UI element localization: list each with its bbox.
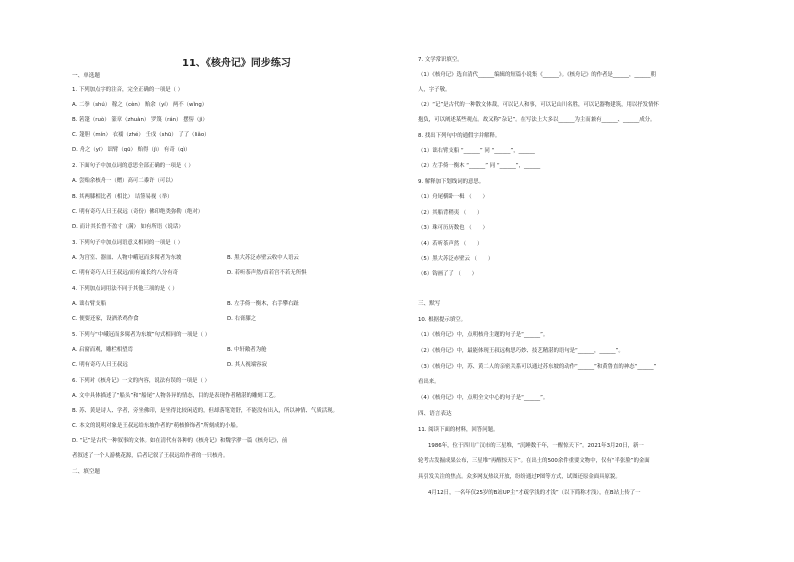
option: B. 箬篷（ruò） 篆章（zhuàn） 罗篾（rán） 摆髻（jì） xyxy=(72,117,208,123)
question: 7. 文学常识填空。 xyxy=(418,57,463,63)
question: 6. 下列对《核舟记》一文的内容，说法有误的一项是（ ） xyxy=(72,378,210,384)
question: 4. 下列加点词用法不同于其他三项的是（ ） xyxy=(72,286,178,292)
section-heading: 二、填空题 xyxy=(72,469,100,475)
question: 1. 下列加点字的注音，完全正确的一项是（ ） xyxy=(72,87,183,93)
passage-line: 轮考古发掘成果公布，三星堆“再醒惊天下”。在出土的500余件重要文物中，仅有“半张脸”的金面 xyxy=(418,458,650,464)
option: C. 便要还家，设酒杀鸡作食 xyxy=(72,316,139,322)
question-item: （3）《核舟记》中，苏、黄二人的亲密关系可以通过苏东坡的动作“______”和黄鲁直的神态“______” xyxy=(418,364,657,370)
question-item: （2）其船背稍夷 （ ） xyxy=(418,210,483,216)
passage-line: 4月12日，一名年仅25岁的B站UP主“才疏学浅的才浅”（以下简称才浅），在B站上传了一 xyxy=(428,490,641,496)
option: C. 明有奇巧人曰王叔远/而有诚长约八分有奇 xyxy=(72,270,179,276)
option: B. 苏、黄是诗人、学者，旁坐佛印，是坐得比较闲适的，但却落笔宽舒，不能没有出入，所以神情、气质活现。 xyxy=(72,408,338,414)
question-item: （4）《核舟记》中，点明全文中心的句子是“______”。 xyxy=(418,395,549,401)
question: 2. 下面句子中加点词的意思全部正确的一项是（ ） xyxy=(72,163,194,169)
option: D. 若听茶声然/首若宫不若无所惧 xyxy=(227,270,307,276)
question-item: （1）《核舟记》选自清代______编辑的短篇小说集《______》。《核舟记》的作者是______，______朝 xyxy=(418,72,656,78)
option: A. 尝贻余核舟一（赠）高可二黍许（可以） xyxy=(72,178,177,184)
question-item: （5）黑大苏泛赤壁云 （ ） xyxy=(418,256,494,262)
option: D. 而计其长曾不盈寸（满） 如有所语（说话） xyxy=(72,224,184,230)
option: A. 二拳（shú） 稼之（cèn） 贻余（yí） 两不（wǐng） xyxy=(72,102,208,108)
question: 3. 下列句子中加点词语意义相同的一项是（ ） xyxy=(72,240,183,246)
passage-line: 1986年，位于四川广汉市的三星堆，“沉睡数千年，一醒惊天下”。2021年3月20日，新一 xyxy=(428,443,644,449)
question-item-cont: 抱负，可以阐述某些观点。故又称“杂记”。在写法上大多以______为主而兼有______、______成分。 xyxy=(418,117,656,123)
section-heading: 四、语言表达 xyxy=(418,411,452,417)
question: 9. 解释加下划线词的意思。 xyxy=(418,179,485,185)
section-heading: 三、默写 xyxy=(418,301,441,307)
option: B. 左手倚一衡木，右手攀右趾 xyxy=(227,301,299,307)
option: A. 启窗而观，雕栏相望焉 xyxy=(72,347,133,353)
question-item: （2）“记”是古代的一种散文体裁，可以记人和事，可以记山川名胜，可以记器物建筑，用以抒发情怀 xyxy=(418,102,659,108)
question-item: （1）《核舟记》中，点明核舟主题的句子是“______”。 xyxy=(418,332,549,338)
option-continuation: 者叙述了一个人游桃花源，后者记叙了王叔远给作者的一只核舟。 xyxy=(72,453,229,459)
question-item: （1）诎右臂支船 “______” 同 “______”，______ xyxy=(418,148,535,154)
option: B. 黑大苏泛赤壁云收中人语云 xyxy=(227,255,299,261)
question: 5. 下列与“中峨冠而多髯者为东坡”句式相同的一项是（ ） xyxy=(72,332,211,338)
question-item-cont: 看出来。 xyxy=(418,379,440,385)
option: D. “记”是古代一种叙事的文体。如在清代有各种的《核舟记》和魏学洢一篇《核舟记》，前 xyxy=(72,438,288,444)
question: 10. 根据提示填空。 xyxy=(418,317,467,323)
option: D. 右膏膝之 xyxy=(227,316,257,322)
passage-line: 具引发关注的焦点。众多网友热议开放，纷纷通过P图等方式，试图还原金面具原貌。 xyxy=(418,474,621,480)
page-title: 11、《核舟记》同步练习 xyxy=(182,58,291,69)
question-item: （6）钩画了了 （ ） xyxy=(418,271,478,277)
option: A. 诎右臂支船 xyxy=(72,301,106,307)
option: A. 文中具体描述了“船头”和“船尾”人物各异的情态，目的是表现作者精湛的雕刻工艺。 xyxy=(72,393,279,399)
option: C. 本文的说明对象是王叔远给东坡作者的“萌核修饰者”所刻成的小船。 xyxy=(72,423,242,429)
option: D. 舟之（yī） 诎臂（qū） 贻得（jì） 有奇（qì） xyxy=(72,147,191,153)
option: D. 其人视端容寂 xyxy=(227,362,267,368)
question: 11. 阅读下面的材料，回答问题。 xyxy=(418,427,499,433)
section-heading: 一、单选题 xyxy=(72,73,100,79)
question-item: （3）珠可历历数也 （ ） xyxy=(418,225,488,231)
option: B. 其两膝相比者（相比） 诘签易视（举） xyxy=(72,194,173,200)
question-item: （2）《核舟记》中，最能体现王叔远构思巧妙、技艺精湛的语句是“______，______”。 xyxy=(418,348,624,354)
option: B. 中轩敞者为舱 xyxy=(227,347,267,353)
option: C. 明有奇巧人曰王叔远 xyxy=(72,362,128,368)
question-item: （1）舟尾横卧一楫 （ ） xyxy=(418,194,488,200)
option: C. 篷胆（mín） 衣襦（zhé） 壬戌（shū） 了了（liǎo） xyxy=(72,132,210,138)
option: A. 为宫室、器皿、人物中峨冠而多髯者为东坡 xyxy=(72,255,182,261)
option: C. 明有奇巧人曰王叔远（奇份）佛印绝类弥勒（绝对） xyxy=(72,209,204,215)
question-item: （2）左手倚一衡木 “______” 同 “______”，______ xyxy=(418,163,541,169)
question-item: （4）若听茶声然 （ ） xyxy=(418,241,483,247)
question: 8. 找出下列句中的通假字并解释。 xyxy=(418,133,501,139)
question-item-cont: 人，字子敬。 xyxy=(418,87,451,93)
